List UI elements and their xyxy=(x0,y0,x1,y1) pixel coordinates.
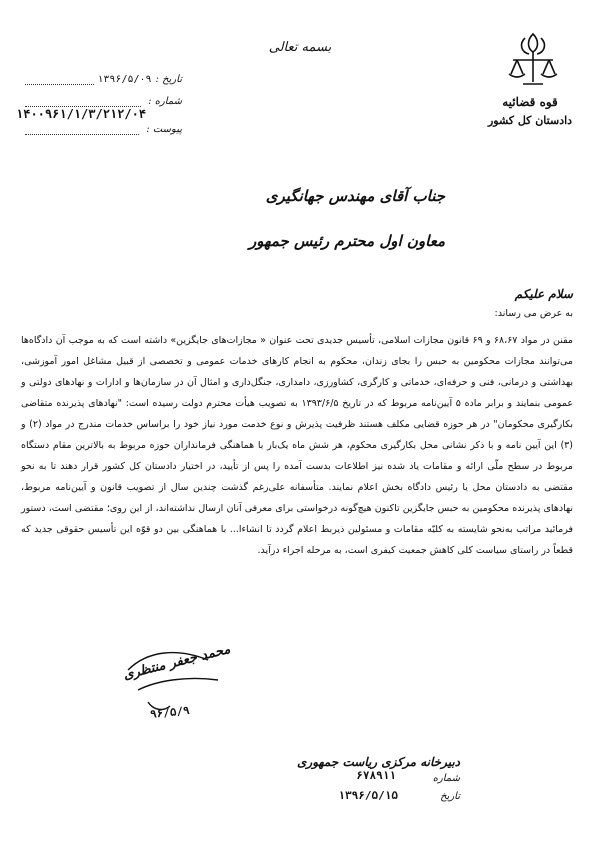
addressee-name: جناب آقای مهندس جهانگیری xyxy=(265,187,445,205)
date-value: ۱۳۹۶/۵/۰۹ xyxy=(97,73,152,85)
stamp-number-value: ۶۷۸۹۱۱ xyxy=(356,769,396,782)
intro-line: به عرض می رساند: xyxy=(494,308,573,319)
salutation: سلام علیکم xyxy=(514,287,573,301)
letter-body: مقنن در مواد ۶۸،۶۷ و ۶۹ قانون مجازات اسلامی، تأسیس جدیدی تحت عنوان « مجازات‌های جایگزین» داشته است که به موجب آن دادگاه‌ها می‌توانند مجازات محکومین به حبس را بجای زندان، محکوم به انجام کارهای خدمات عمومی و تخصصی از قبیل مشاغل امور آموزشی، بهداشتی و درمانی، فنی و حرفه‌ای، خدماتی و کارگری، کشاورزی، دامداری، جنگل‌داری و امثال آن در سازمان‌ها و ادارات و نهادهای دولتی و عمومی بنمایند و برابر ماده ۵ آیین‌نامه مربوط که در تاریخ ۱۳۹۳/۶/۵ به تصویب هیأت محترم دولت رسیده است: "نهادهای پذیرنده متقاضی بکارگیری محکومان" در هر حوزه قضایی مکلف هستند ظرفیت پذیرش و نوع خدمت مورد نیاز خود را براساس خدمات مندرج در مواد (۲) و (۳) این آیین نامه و با ذکر نشانی محل بکارگیری محکوم، هر شش ماه یک‌بار با هماهنگی فرمانداران حوزه مربوط به بالاترین مقام دستگاه مربوط در سطح ملّی ارائه و مقامات یاد شده نیز اطلاعات بدست آمده را پس از تأیید، در اختیار دادستان کل کشور قرار دهند تا به نحو مقتضی به دادستان محل یا رئیس دادگاه بخش اعلام نمایند. متأسفانه علی‌رغم گذشت چندین سال از تصویب قانون و آیین‌نامه مربوط، نهادهای پذیرنده محکومین به حبس جایگزین تاکنون هیچ‌گونه درخواستی برای معرفی آنان ارسال نداشته‌اند، از این روی؛ مقتضی است، دستور فرمائید مراتب به‌نحو شایسته به کلیّه مقامات و مسئولین ذیربط اعلام گردد تا انشاء‌ا... با هماهنگی بین دو قوّه این تأسیس حقوقی جدید که قطعاً در راستای سیاست کلی کاهش جمعیت کیفری است، به مرحله اجراء درآید. xyxy=(21,335,573,556)
signature-name: محمد جعفر منتظری xyxy=(121,641,232,684)
department-name: دادستان کل کشور xyxy=(487,114,573,127)
basmala: بسمه تعالی xyxy=(268,40,332,55)
stamp-date-value: ۱۳۹۶/۵/۱۵ xyxy=(338,789,398,802)
attachment-row xyxy=(22,118,182,140)
date-row xyxy=(22,68,182,90)
signature-date: ۹۶/۵/۹ xyxy=(149,703,191,722)
attachment-label: پیوست : xyxy=(146,123,182,135)
letter-meta xyxy=(22,68,182,140)
number-dots xyxy=(25,96,141,107)
number-label: شماره : xyxy=(148,95,182,107)
organization-name: قوه قضائیه xyxy=(502,95,558,109)
attachment-dots xyxy=(25,124,139,135)
secretariat-stamp xyxy=(260,755,460,815)
number-value: ۱۴۰۰۹۶۱/۱/۳/۲۱۲/۰۴ xyxy=(16,107,147,121)
stamp-title: دبیرخانه مرکزی ریاست جمهوری xyxy=(297,755,460,769)
date-dots xyxy=(25,74,94,85)
date-label: تاریخ : xyxy=(155,73,182,85)
stamp-date-label: تاریخ xyxy=(440,791,460,802)
judiciary-emblem-icon xyxy=(505,30,561,90)
addressee-title: معاون اول محترم رئیس جمهور xyxy=(248,232,445,250)
stamp-number-label: شماره xyxy=(432,773,460,784)
